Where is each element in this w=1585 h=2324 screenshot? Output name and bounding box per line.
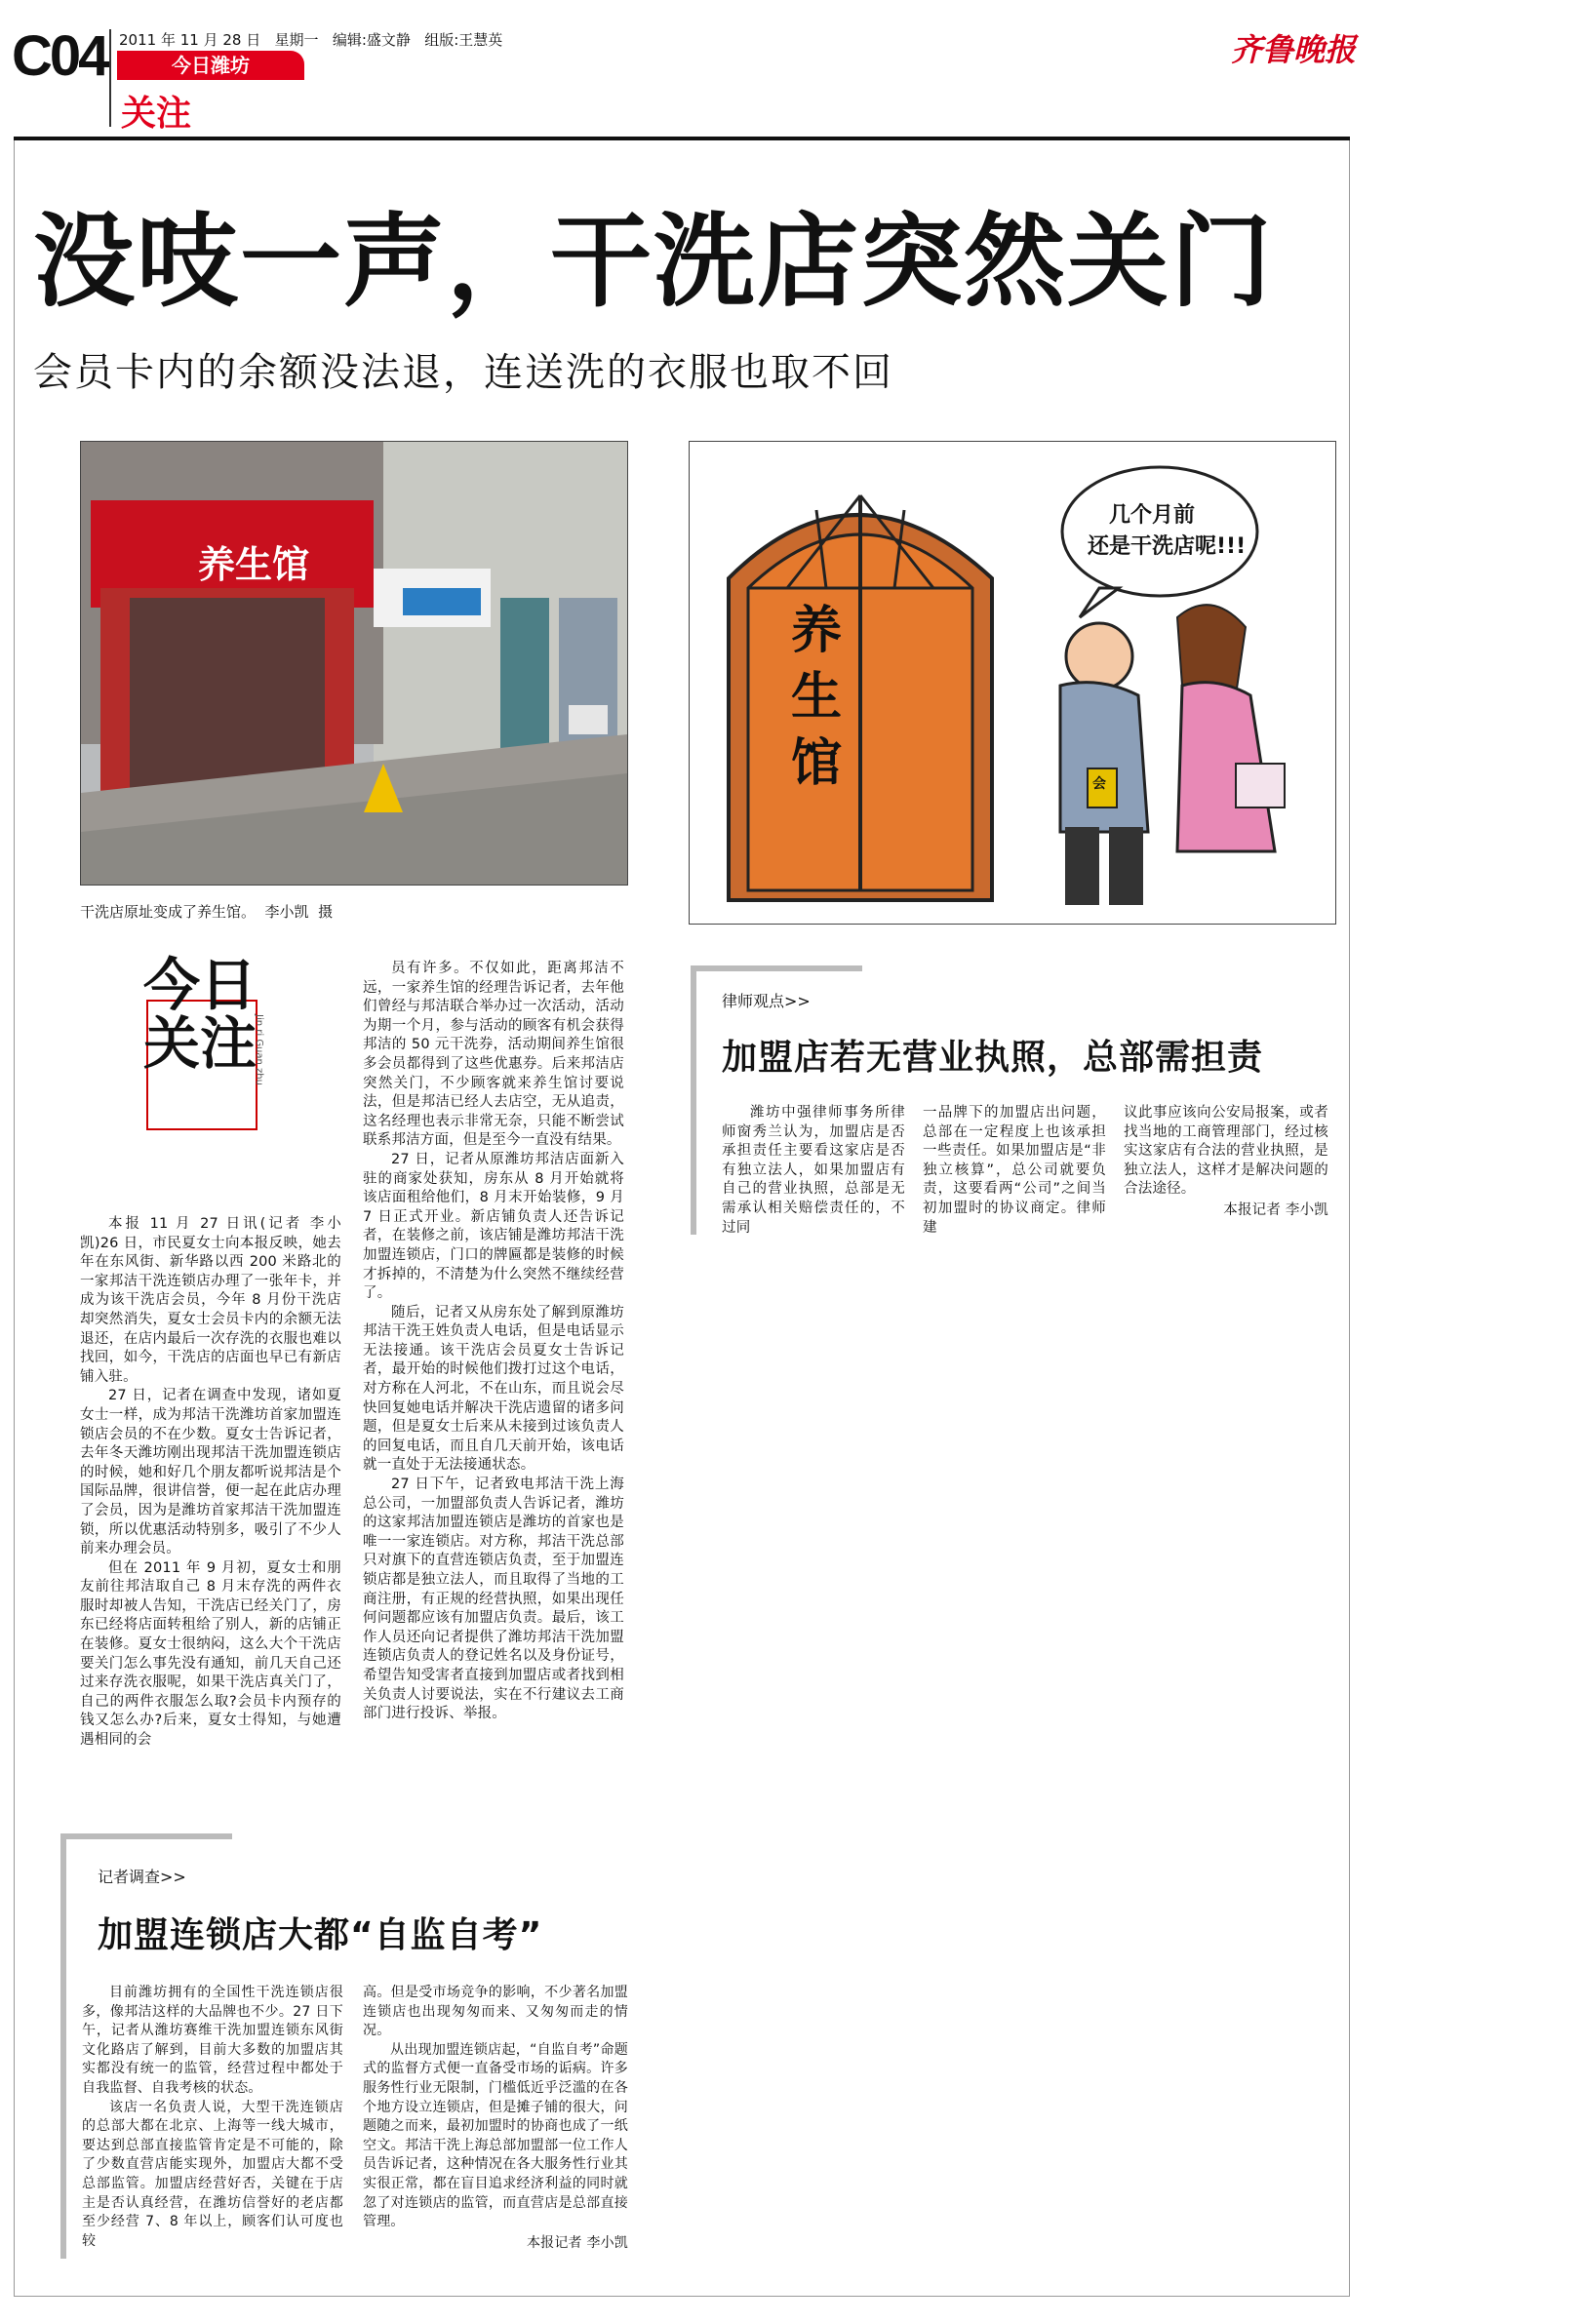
- member-card-text: 会: [1092, 776, 1106, 792]
- section-tab: [117, 51, 304, 80]
- main-para: 27 日，记者在调查中发现，诸如夏女士一样，成为邦洁干洗潍坊首家加盟连锁店会员的不在少数。夏女士告诉记者，去年冬天潍坊刚出现邦洁干洗加盟连锁店的时候，她和好几个朋友都听说邦洁是个国际品牌，很讲信誉，便一起在此店办理了会员，因为是潍坊首家邦洁干洗加盟连锁，所以优惠活动特别多，吸引了不少人前来办理会员。: [80, 1388, 341, 1557]
- speech-bubble-line2: 还是干洗店呢!!!: [1088, 534, 1247, 559]
- right-rule: [1349, 140, 1350, 2296]
- cartoon-door-text: 养生馆: [790, 602, 842, 793]
- main-para: 随后，记者又从房东处了解到原潍坊邦洁干洗王姓负责人电话，但是电话显示无法接通。该干洗店会员夏女士告诉记者，最开始的时候他们拨打过这个电话，对方称在人河北，不在山东，而且说会尽快回复她电话并解决干洗店遗留的诸多问题，但是夏女士后来从未接到过该负责人的回复电话，而且自几天前开始，该电话就一直处于无法接通状态。: [363, 1304, 624, 1474]
- lawyer-view-label: 律师观点>>: [722, 992, 811, 1010]
- lawyer-para: 潍坊中强律师事务所律师窗秀兰认为，加盟店是否承担责任主要看这家店是否有独立法人，如果加盟店有自己的营业执照，总部是无需承认相关赔偿责任的，不过同: [722, 1105, 905, 1236]
- survey-para: 从出现加盟连锁店起，“自监自考”命题式的监督方式便一直备受市场的诟病。许多服务性行业无限制，门槛低近乎泛滥的在各个地方设立连锁店，但是摊子铺的很大，问题随之而来，最初加盟时的协商也成了一纸空文。邦洁干洗上海总部加盟部一位工作人员告诉记者，这种情况在各大服务性行业其实很正常，都在盲目追求经济利益的同时就忽了对连锁店的监管，而直营店是总部直接管理。: [363, 2041, 628, 2230]
- main-para: 本报 11 月 27 日讯(记者 李小凯)26 日，市民夏女士向本报反映，她去年在东风街、新华路以西 200 米路北的一家邦洁干洗连锁店办理了一张年卡，并成为该干洗店会员，今年 8 月份干洗店却突然消失，夏女士会员卡内的余额无法退还，在店内最后一次存洗的衣服也难以找回，如今，干洗店的店面也早已有新店铺入驻。: [80, 1216, 341, 1385]
- lawyer-col-1: [722, 1104, 905, 1236]
- newspaper-logo: 齐鲁晚报: [1231, 31, 1357, 68]
- lawyer-byline: 本报记者 李小凯: [1223, 1201, 1328, 1218]
- lawyer-col-2: [923, 1104, 1106, 1236]
- lawyer-view-title: 加盟店若无营业执照，总部需担责: [722, 1038, 1264, 1078]
- survey-col-1: [82, 1984, 343, 2276]
- masthead-rule: [14, 137, 1350, 140]
- photo-caption: 干洗店原址变成了养生馆。 李小凯 摄: [80, 903, 334, 921]
- masthead-info: [119, 29, 502, 50]
- photo-scene: [81, 442, 627, 885]
- masthead-divider: [109, 29, 111, 127]
- issue-date: 2011 年 11 月 28 日: [119, 31, 261, 49]
- lawyer-para: 一品牌下的加盟店出问题，总部在一定程度上也该承担一些责任。如果加盟店是“非独立核算”，总公司就要负责，这要看两“公司”之间当初加盟时的协议商定。律师建: [923, 1105, 1106, 1236]
- subheadline: 会员卡内的余额没法退，连送洗的衣服也取不回: [33, 350, 893, 395]
- street-photo: [80, 441, 628, 886]
- cartoon: [689, 441, 1336, 925]
- layout-credit: 组版:王慧英: [424, 31, 503, 49]
- survey-byline: 本报记者 李小凯: [526, 2234, 628, 2251]
- issue-weekday: 星期一: [274, 31, 319, 49]
- survey-col-2: [363, 1984, 628, 2282]
- main-article-left-col: [80, 1215, 341, 1800]
- lawyer-col-3: [1124, 1104, 1328, 1221]
- survey-para: 该店一名负责人说，大型干洗连锁店的总部大都在北京、上海等一线大城市，要达到总部直接监管肯定是不可能的，除了少数直营店能实现外，加盟店大都不受总部监管。加盟店经营好否，关键在于店主是否认真经营，在潍坊信誉好的老店都至少经营 7、8 年以上，顾客们认可度也较: [82, 2099, 343, 2249]
- column-logo-text: 今日关注: [142, 952, 257, 1077]
- section-tab-label: 今日潍坊: [172, 54, 250, 77]
- main-para: 27 日，记者从原潍坊邦洁店面新入驻的商家处获知，房东从 8 月开始就将该店面租给他们，8 月末开始装修，9 月 7 日正式开业。新店铺负责人还告诉记者，在装修之前，该店铺是潍坊邦洁干洗加盟连锁店，门口的牌匾都是装修的时候才拆掉的，不清楚为什么突然不继续经营了。: [363, 1151, 624, 1302]
- bottom-rule: [14, 2296, 1350, 2297]
- column-logo-pinyin: Jin ri Guan zhu: [254, 1014, 264, 1085]
- survey-para: 高。但是受市场竞争的影响，不少著名加盟连锁店也出现匆匆而来、又匆匆而走的情况。: [363, 1985, 628, 2039]
- survey-para: 目前潍坊拥有的全国性干洗连锁店很多，像邦洁这样的大品牌也不少。27 日下午，记者从潍坊赛维干洗加盟连锁东风街文化路店了解到，目前大多数的加盟店其实都没有统一的监管，经营过程中都处于自我监督、自我考核的状态。: [82, 1985, 343, 2096]
- main-article-mid-col: [363, 960, 624, 1804]
- photo-sign-text: 养生馆: [198, 543, 310, 586]
- speech-bubble-line1: 几个月前: [1109, 503, 1196, 528]
- editor-credit: 编辑:盛文静: [332, 31, 411, 49]
- section-title: 关注: [121, 94, 192, 134]
- survey-label: 记者调查>>: [98, 1868, 186, 1886]
- lawyer-para: 议此事应该向公安局报案，或者找当地的工商管理部门，经过核实这家店有合法的营业执照，是独立法人，这样才是解决问题的合法途径。: [1124, 1105, 1328, 1198]
- page-code: C04: [12, 24, 107, 88]
- column-logo: [137, 952, 283, 1151]
- main-para: 27 日下午，记者致电邦洁干洗上海总公司，一加盟部负责人告诉记者，潍坊的这家邦洁加盟连锁店是潍坊的首家也是唯一一家连锁店。对方称，邦洁干洗总部只对旗下的直营连锁店负责，至于加盟连锁店都是独立法人，而且取得了当地的工商注册，有正规的经营执照，如果出现任何问题都应该有加盟店负责。最后，该工作人员还向记者提供了潍坊邦洁干洗加盟连锁店负责人的登记姓名以及身份证号，希望告知受害者直接到加盟店或者找到相关负责人讨要说法，实在不行建议去工商部门进行投诉、举报。: [363, 1477, 624, 1722]
- main-para: 但在 2011 年 9 月初，夏女士和朋友前往邦洁取自己 8 月末存洗的两件衣服时却被人告知，干洗店已经关门了，房东已经将店面转租给了别人，新的店铺正在装修。夏女士很纳闷，这么大个干洗店要关门怎么事先没有通知，前几天自己还过来存洗衣服呢，如果干洗店真关门了，自己的两件衣服怎么取?会员卡内预存的钱又怎么办?后来，夏女士得知，与她遭遇相同的会: [80, 1559, 341, 1749]
- main-para: 员有许多。不仅如此，距离邦洁不远，一家养生馆的经理告诉记者，去年他们曾经与邦洁联合举办过一次活动，活动为期一个月，参与活动的顾客有机会获得邦洁的 50 元干洗券，活动期间养生馆很多会员都得到了这些优惠券。后来邦洁店突然关门，不少顾客就来养生馆讨要说法，但是邦洁已经人去店空，无从追责，这名经理也表示非常无奈，只能不断尝试联系邦洁方面，但是至今一直没有结果。: [363, 961, 624, 1149]
- survey-title: 加盟连锁店大都“自监自考”: [98, 1915, 543, 1955]
- left-rule: [14, 140, 15, 2296]
- headline: 没吱一声，干洗店突然关门: [33, 202, 1275, 321]
